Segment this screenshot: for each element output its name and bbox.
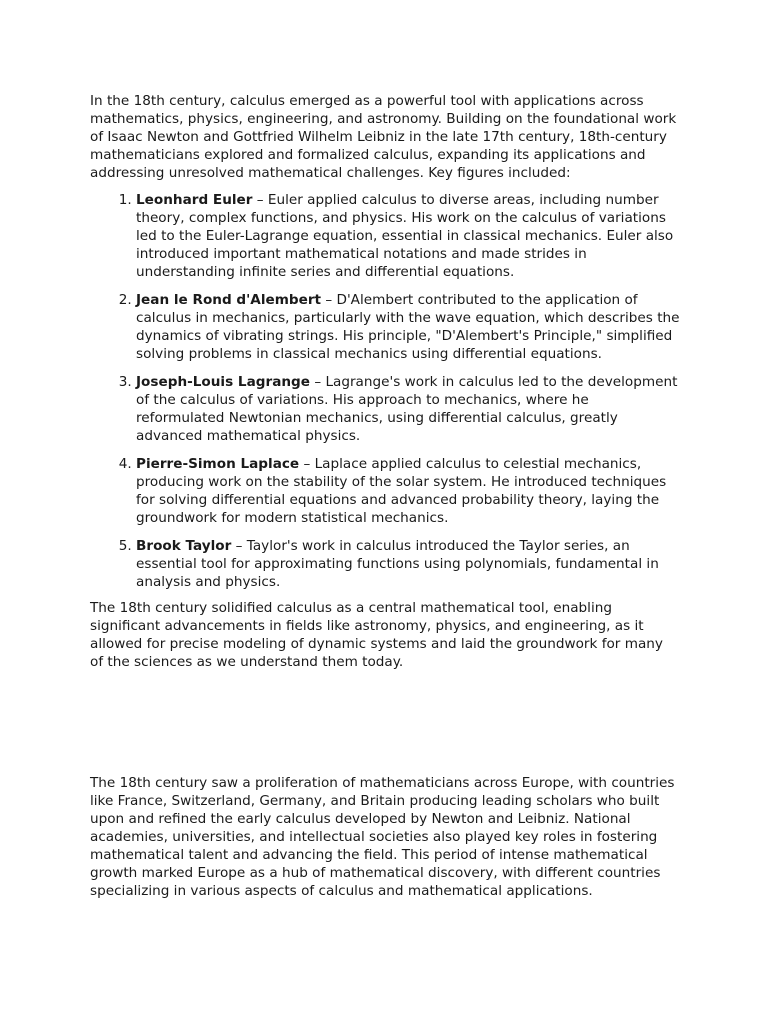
figure-description: – Laplace applied calculus to celestial mechanics, producing work on the stability of the solar system. He introduced techniques for solving differential equations and advanced probability theory, laying the groundwork for modern statistical mechanics. xyxy=(136,456,667,526)
list-item xyxy=(136,373,680,445)
document-body xyxy=(90,92,680,671)
europe-paragraph: The 18th century saw a proliferation of mathematicians across Europe, with countries like France, Switzerland, Germany, and Britain producing leading scholars who built upon and refined the early calculus developed by Newton and Leibniz. National academies, universities, and intellectual societies also played key roles in fostering mathematical talent and advancing the field. This period of intense mathematical growth marked Europe as a hub of mathematical discovery, with different countries specializing in various aspects of calculus and mathematical applications. xyxy=(90,775,675,899)
figure-name: Jean le Rond d'Alembert xyxy=(136,292,322,308)
list-item xyxy=(136,191,680,281)
figure-description: – Taylor's work in calculus introduced the Taylor series, an essential tool for approximating functions using polynomials, fundamental in analysis and physics. xyxy=(136,538,659,590)
figure-name: Leonhard Euler xyxy=(136,192,253,208)
list-item xyxy=(136,291,680,363)
figure-name: Pierre-Simon Laplace xyxy=(136,456,300,472)
intro-paragraph: In the 18th century, calculus emerged as a powerful tool with applications across mathematics, physics, engineering, and astronomy. Building on the foundational work of Isaac Newton and Gottfried Wilhelm Leibniz in the late 17th century, 18th-century mathematicians explored and formalized calculus, expanding its applications and addressing unresolved mathematical challenges. Key figures included: xyxy=(90,93,677,181)
figure-name: Brook Taylor xyxy=(136,538,232,554)
conclusion-paragraph: The 18th century solidified calculus as a central mathematical tool, enabling significant advancements in fields like astronomy, physics, and engineering, as it allowed for precise modeling of dynamic systems and laid the groundwork for many of the sciences as we understand them today. xyxy=(90,600,663,670)
figure-description: – Lagrange's work in calculus led to the development of the calculus of variations. His approach to mechanics, where he reformulated Newtonian mechanics, using differential calculus, greatly advanced mathematical physics. xyxy=(136,374,678,444)
list-item xyxy=(136,455,680,527)
figure-description: – Euler applied calculus to diverse areas, including number theory, complex functions, and physics. His work on the calculus of variations led to the Euler-Lagrange equation, essential in classical mechanics. Euler also introduced important mathematical notations and made strides in understanding infinite series and differential equations. xyxy=(136,192,674,280)
figure-name: Joseph-Louis Lagrange xyxy=(136,374,310,390)
europe-section xyxy=(90,774,680,900)
list-item xyxy=(136,537,680,591)
figure-description: – D'Alembert contributed to the application of calculus in mechanics, particularly with the wave equation, which describes the dynamics of vibrating strings. His principle, "D'Alembert's Principle," simplified solving problems in classical mechanics using differential equations. xyxy=(136,292,680,362)
key-figures-list xyxy=(90,191,680,591)
